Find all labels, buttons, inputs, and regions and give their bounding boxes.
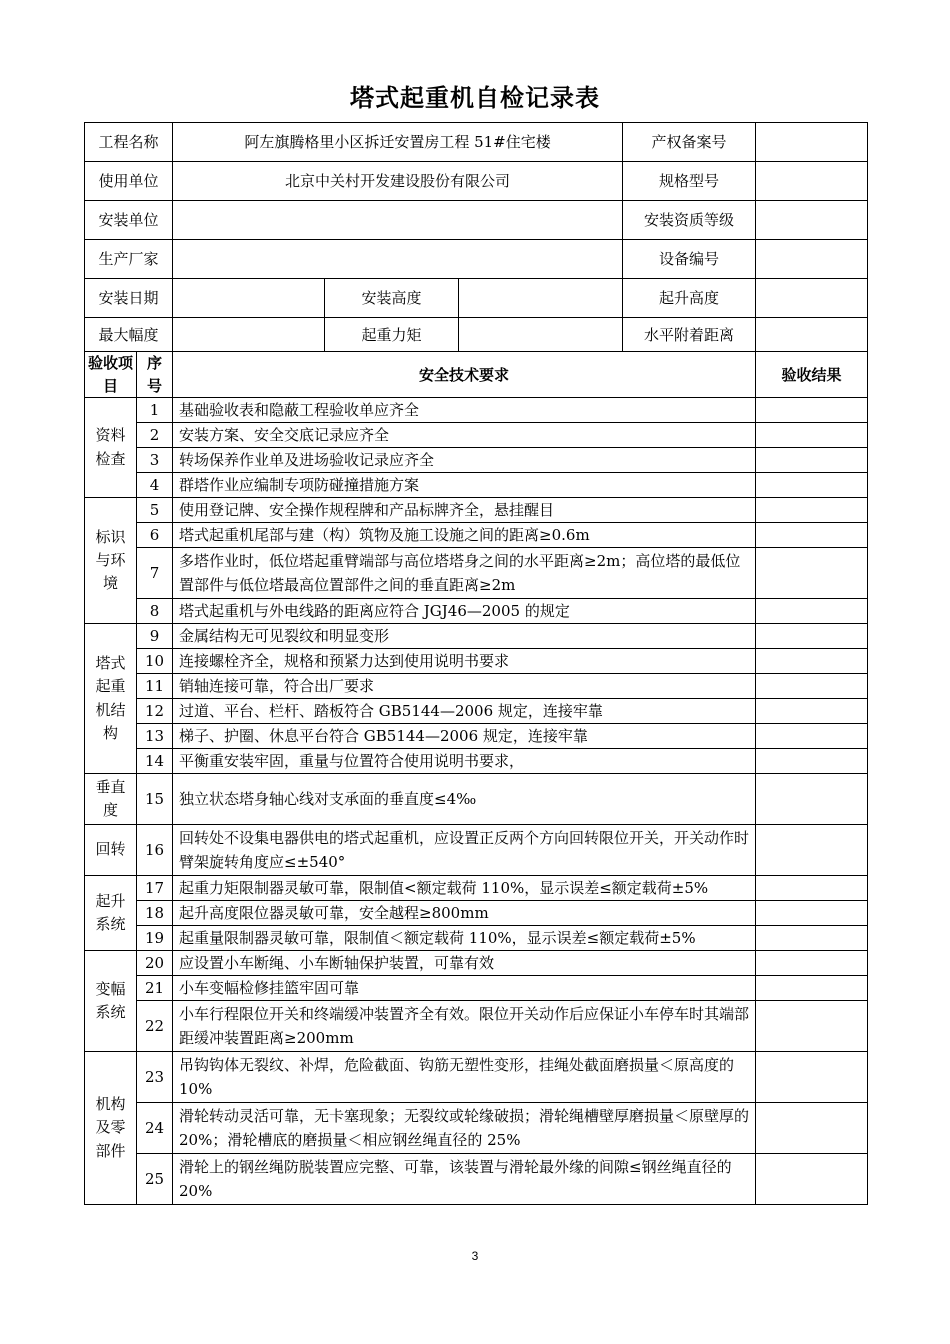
equipment-no-value[interactable] [756,240,868,279]
requirement-text: 塔式起重机尾部与建（构）筑物及施工设施之间的距离≥0.6m [173,523,756,548]
row-number: 11 [137,674,173,699]
row-number: 9 [137,624,173,649]
result-cell[interactable] [756,876,868,901]
install-unit-value[interactable] [173,201,623,240]
row-number: 10 [137,649,173,674]
lift-moment-label: 起重力矩 [325,318,459,352]
category-slewing: 回转 [85,825,137,876]
category-verticality: 垂直度 [85,774,137,825]
result-cell[interactable] [756,624,868,649]
row-number: 19 [137,926,173,951]
result-cell[interactable] [756,699,868,724]
install-date-value[interactable] [173,279,325,318]
requirement-text: 基础验收表和隐蔽工程验收单应齐全 [173,398,756,423]
requirement-text: 应设置小车断绳、小车断轴保护装置，可靠有效 [173,951,756,976]
inspection-table [84,122,868,1205]
property-reg-value[interactable] [756,123,868,162]
row-number: 23 [137,1052,173,1103]
user-unit-value[interactable]: 北京中关村开发建设股份有限公司 [173,162,623,201]
row-number: 12 [137,699,173,724]
category-mechanisms: 机构及零部件 [85,1052,137,1205]
max-range-label: 最大幅度 [85,318,173,352]
result-cell[interactable] [756,423,868,448]
result-cell[interactable] [756,926,868,951]
result-cell[interactable] [756,523,868,548]
manufacturer-label: 生产厂家 [85,240,173,279]
requirement-text: 连接螺栓齐全，规格和预紧力达到使用说明书要求 [173,649,756,674]
category-structure: 塔式起重机结构 [85,624,137,774]
equipment-no-label: 设备编号 [623,240,756,279]
install-qual-value[interactable] [756,201,868,240]
project-name-value[interactable]: 阿左旗腾格里小区拆迁安置房工程 51#住宅楼 [173,123,623,162]
result-cell[interactable] [756,398,868,423]
install-unit-label: 安装单位 [85,201,173,240]
requirement-text: 金属结构无可见裂纹和明显变形 [173,624,756,649]
requirement-text: 小车变幅检修挂篮牢固可靠 [173,976,756,1001]
requirement-text: 平衡重安装牢固，重量与位置符合使用说明书要求， [173,749,756,774]
row-number: 15 [137,774,173,825]
result-cell[interactable] [756,1103,868,1154]
lift-moment-value[interactable] [459,318,623,352]
requirement-text: 起升高度限位器灵敏可靠，安全越程≥800mm [173,901,756,926]
requirement-text: 滑轮上的钢丝绳防脱装置应完整、可靠，该装置与滑轮最外缘的间隙≤钢丝绳直径的 20% [173,1154,756,1205]
requirement-text: 小车行程限位开关和终端缓冲装置齐全有效。限位开关动作后应保证小车停车时其端部距缓冲装置距离≥200mm [173,1001,756,1052]
result-cell[interactable] [756,548,868,599]
row-number: 6 [137,523,173,548]
row-number: 16 [137,825,173,876]
row-number: 4 [137,473,173,498]
manufacturer-value[interactable] [173,240,623,279]
requirement-text: 滑轮转动灵活可靠，无卡塞现象；无裂纹或轮缘破损；滑轮绳槽壁厚磨损量＜原壁厚的 20%；滑轮槽底的磨损量＜相应钢丝绳直径的 25% [173,1103,756,1154]
requirement-text: 起重力矩限制器灵敏可靠，限制值<额定载荷 110%，显示误差≤额定载荷±5% [173,876,756,901]
row-number: 22 [137,1001,173,1052]
result-cell[interactable] [756,825,868,876]
row-number: 14 [137,749,173,774]
max-range-value[interactable] [173,318,325,352]
lift-height-value[interactable] [756,279,868,318]
requirement-text: 回转处不设集电器供电的塔式起重机，应设置正反两个方向回转限位开关，开关动作时臂架旋转角度应≤±540° [173,825,756,876]
page-title: 塔式起重机自检记录表 [350,84,600,112]
result-cell[interactable] [756,473,868,498]
horizontal-attach-value[interactable] [756,318,868,352]
requirement-text: 梯子、护圈、休息平台符合 GB5144—2006 规定，连接牢靠 [173,724,756,749]
result-cell[interactable] [756,749,868,774]
spec-model-value[interactable] [756,162,868,201]
col-header-result: 验收结果 [756,352,868,398]
row-number: 18 [137,901,173,926]
install-height-value[interactable] [459,279,623,318]
requirement-text: 转场保养作业单及进场验收记录应齐全 [173,448,756,473]
user-unit-label: 使用单位 [85,162,173,201]
row-number: 25 [137,1154,173,1205]
requirement-text: 使用登记牌、安全操作规程牌和产品标牌齐全，悬挂醒目 [173,498,756,523]
result-cell[interactable] [756,498,868,523]
col-header-requirement: 安全技术要求 [173,352,756,398]
row-number: 2 [137,423,173,448]
row-number: 13 [137,724,173,749]
result-cell[interactable] [756,674,868,699]
property-reg-label: 产权备案号 [623,123,756,162]
row-number: 20 [137,951,173,976]
result-cell[interactable] [756,976,868,1001]
row-number: 17 [137,876,173,901]
horizontal-attach-label: 水平附着距离 [623,318,756,352]
row-number: 3 [137,448,173,473]
requirement-text: 塔式起重机与外电线路的距离应符合 JGJ46—2005 的规定 [173,599,756,624]
result-cell[interactable] [756,774,868,825]
page-number: 3 [471,1249,479,1263]
result-cell[interactable] [756,901,868,926]
result-cell[interactable] [756,649,868,674]
requirement-text: 过道、平台、栏杆、踏板符合 GB5144—2006 规定，连接牢靠 [173,699,756,724]
requirement-text: 群塔作业应编制专项防碰撞措施方案 [173,473,756,498]
result-cell[interactable] [756,1001,868,1052]
row-number: 1 [137,398,173,423]
result-cell[interactable] [756,724,868,749]
result-cell[interactable] [756,599,868,624]
category-signage: 标识与环境 [85,498,137,624]
result-cell[interactable] [756,951,868,976]
requirement-text: 安装方案、安全交底记录应齐全 [173,423,756,448]
requirement-text: 独立状态塔身轴心线对支承面的垂直度≤4‰ [173,774,756,825]
row-number: 24 [137,1103,173,1154]
install-qual-label: 安装资质等级 [623,201,756,240]
row-number: 21 [137,976,173,1001]
requirement-text: 销轴连接可靠，符合出厂要求 [173,674,756,699]
category-luffing: 变幅系统 [85,951,137,1052]
row-number: 7 [137,548,173,599]
col-header-seq: 序号 [137,352,173,398]
result-cell[interactable] [756,448,868,473]
col-header-item: 验收项目 [85,352,137,398]
spec-model-label: 规格型号 [623,162,756,201]
project-name-label: 工程名称 [85,123,173,162]
category-docs: 资料检查 [85,398,137,498]
requirement-text: 起重量限制器灵敏可靠，限制值＜额定载荷 110%，显示误差≤额定载荷±5% [173,926,756,951]
category-hoisting: 起升系统 [85,876,137,951]
result-cell[interactable] [756,1052,868,1103]
row-number: 5 [137,498,173,523]
requirement-text: 吊钩钩体无裂纹、补焊，危险截面、钩筋无塑性变形，挂绳处截面磨损量＜原高度的 10% [173,1052,756,1103]
lift-height-label: 起升高度 [623,279,756,318]
row-number: 8 [137,599,173,624]
install-height-label: 安装高度 [325,279,459,318]
requirement-text: 多塔作业时，低位塔起重臂端部与高位塔塔身之间的水平距离≥2m；高位塔的最低位置部件与低位塔最高位置部件之间的垂直距离≥2m [173,548,756,599]
result-cell[interactable] [756,1154,868,1205]
install-date-label: 安装日期 [85,279,173,318]
